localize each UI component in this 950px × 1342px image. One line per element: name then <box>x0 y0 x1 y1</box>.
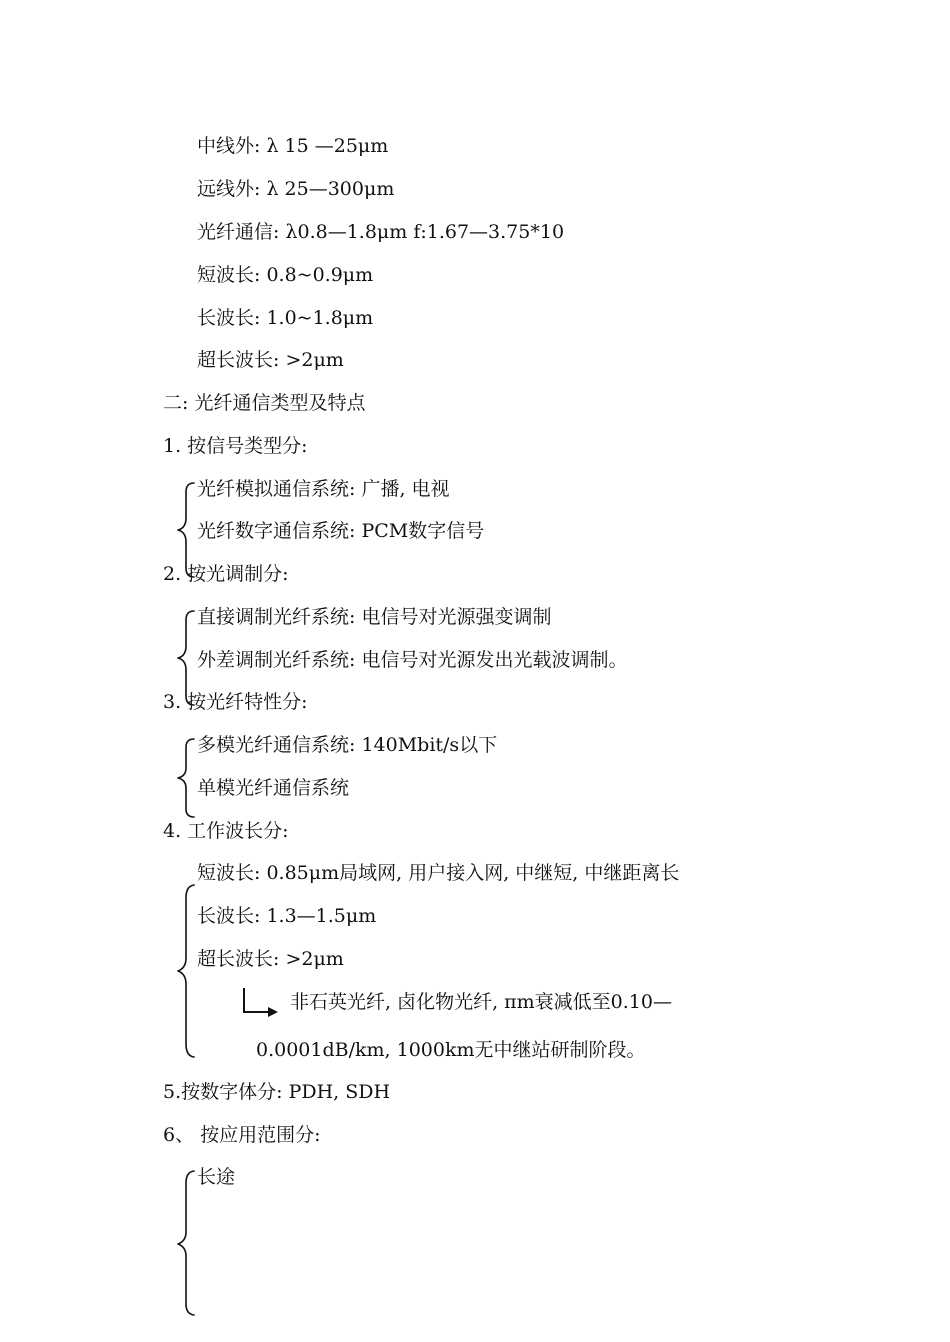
wavelength-fiber-comm: 光纤通信: λ0.8—1.8μm f:1.67—3.75*10 <box>197 221 565 243</box>
group-6-item-long-distance: 长途 <box>197 1166 236 1188</box>
group-1-title: 1. 按信号类型分: <box>163 435 308 457</box>
group-4-item-long: 长波长: 1.3—1.5μm <box>197 905 377 927</box>
group-4-note-line-1: 非石英光纤, 卤化物光纤, πm衰减低至0.10— <box>290 991 672 1013</box>
group-2-item-direct: 直接调制光纤系统: 电信号对光源强变调制 <box>197 606 552 628</box>
group-1-item-analog: 光纤模拟通信系统: 广播, 电视 <box>197 478 450 500</box>
arrow-icon <box>240 986 280 1020</box>
group-3-item-multimode: 多模光纤通信系统: 140Mbit/s以下 <box>197 734 498 756</box>
wavelength-short: 短波长: 0.8~0.9μm <box>197 264 374 286</box>
group-4-note-line-2: 0.0001dB/km, 1000km无中继站研制阶段。 <box>256 1039 646 1061</box>
group-3-item-singlemode: 单模光纤通信系统 <box>197 777 350 799</box>
group-1-item-digital: 光纤数字通信系统: PCM数字信号 <box>197 520 485 542</box>
group-4-item-ultra-long: 超长波长: >2μm <box>197 948 344 970</box>
wavelength-ultra-long: 超长波长: >2μm <box>197 349 344 371</box>
group-2-item-heterodyne: 外差调制光纤系统: 电信号对光源发出光载波调制。 <box>197 649 628 671</box>
wavelength-far-infrared: 远线外: λ 25—300μm <box>197 178 395 200</box>
group-6-title: 6、 按应用范围分: <box>163 1124 321 1146</box>
group-3-brace <box>174 736 198 820</box>
group-4-title: 4. 工作波长分: <box>163 820 289 842</box>
group-5-title: 5.按数字体分: PDH, SDH <box>163 1081 391 1103</box>
section-heading: 二: 光纤通信类型及特点 <box>163 392 366 414</box>
group-6-brace <box>174 1168 198 1318</box>
group-3-title: 3. 按光纤特性分: <box>163 691 308 713</box>
group-4-item-short: 短波长: 0.85μm局域网, 用户接入网, 中继短, 中继距离长 <box>197 862 680 884</box>
group-2-title: 2. 按光调制分: <box>163 563 289 585</box>
group-4-brace <box>174 882 198 1060</box>
wavelength-long: 长波长: 1.0~1.8μm <box>197 307 374 329</box>
wavelength-mid-infrared: 中线外: λ 15 —25μm <box>197 135 389 157</box>
